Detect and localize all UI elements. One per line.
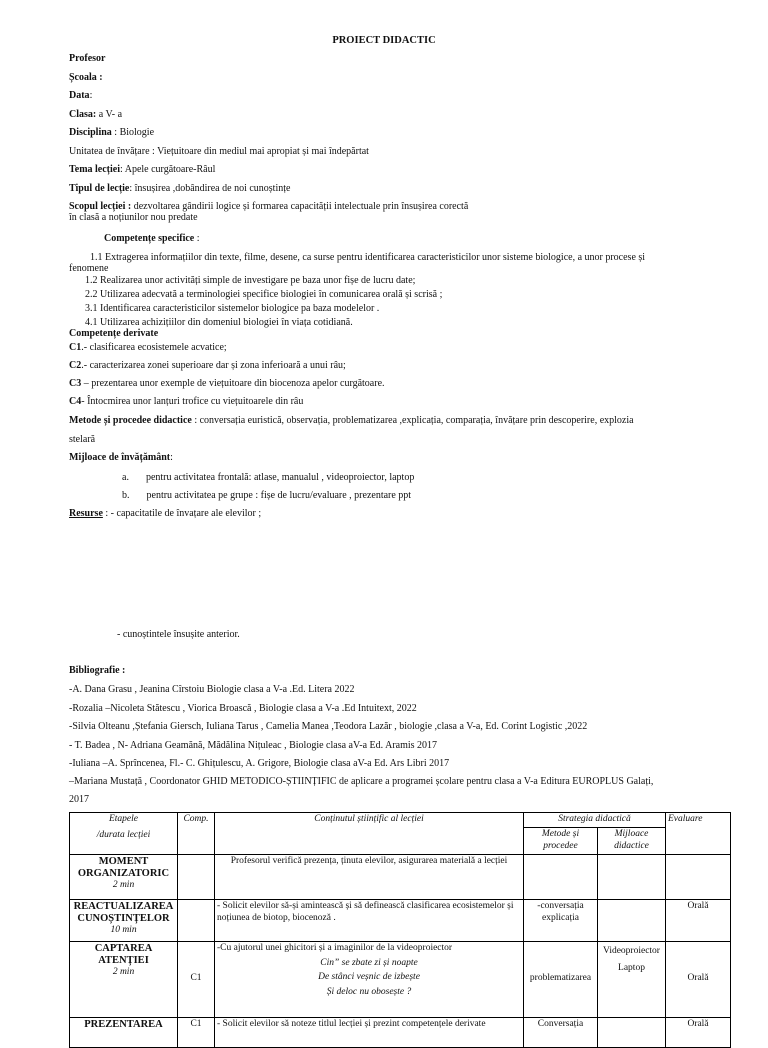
mijloace-heading [69,452,173,465]
competenta-specifica-4-1: 4.1 Utilizarea achizițiilor din domeniul biologiei în viața cotidiană. [85,317,353,328]
metode-text: : conversația euristică, observația, problematizarea ,explicația, comparația, învățare prin descoperire, explozia [191,415,634,426]
header-comp: Comp. [178,813,215,855]
comp-cell [178,854,215,899]
clasa-line [69,109,122,122]
stage-duration: 2 min [112,966,135,977]
competenta-derivata-c4 [69,396,303,409]
mijloace-marker-a: a. [122,472,129,483]
bibliografie-item: 2017 [69,794,89,805]
c1-code: C1 [69,342,82,353]
competenta-specifica-2-2: 2.2 Utilizarea adecvată a terminologiei specifice biologiei în comunicarea orală și scrisă ; [85,289,443,300]
bibliografie-item: –Mariana Mustață , Coordonator GHID METODICO-ȘTIINȚIFIC de aplicare a programei școlare pentru clasa a V-a Editura EUROPLUS Galați, [69,776,654,787]
competenta-specifica-1-2: 1.2 Realizarea unor activități simple de investigare pe baza unor fișe de lucru date; [85,275,416,286]
tipul-label: Tipul de lecție [69,183,130,194]
mijloace-item-a [122,472,414,485]
c3-code: C3 [69,378,82,389]
stage-name: CAPTAREA ATENȚIEI [94,942,153,966]
stage-cell [70,941,178,1017]
competente-specifice-title: Competențe specifice [104,233,195,244]
data-label: Data [69,90,90,101]
stage-name: MOMENT ORGANIZATORIC [77,855,170,879]
riddle-line: Cin” se zbate zi și noapte [320,957,418,968]
header-strategia: Strategia didactică [524,813,666,828]
tema-label: Tema lecției [69,164,121,175]
competenta-derivata-c1 [69,342,227,355]
competente-specifice-heading [104,233,200,246]
unitate-line: Unitatea de învățare : Viețuitoare din mediul mai apropiat și mai îndepărtat [69,146,369,157]
mijloace-cell: Videoproiector Laptop [598,941,666,1017]
stage-name: PREZENTAREA [84,1018,163,1030]
clasa-value: a V- a [96,109,123,120]
table-row [70,941,731,1017]
c1-text: .- clasificarea ecosistemele acvatice; [81,342,227,353]
competenta-specifica-1-1-cont: fenomene [69,263,109,274]
c4-code: C4 [69,396,82,407]
competente-specifice-colon: : [194,233,200,244]
header-etape-label: Etapele [108,814,138,824]
metode-label: Metode și procedee didactice [69,415,192,426]
disciplina-label: Disciplina [69,127,112,138]
resurse-label: Resurse [69,508,103,519]
content-cell [215,941,524,1017]
table-row [70,1017,731,1047]
header-etape [70,813,178,855]
table-row [70,854,731,899]
comp-cell: C1 [178,941,215,1017]
metode-line [69,415,634,428]
mijloace-text-a: pentru activitatea frontală: atlase, manualul , videoproiector, laptop [145,472,415,483]
comp-cell [178,899,215,941]
bibliografie-item: -A. Dana Grasu , Jeanina Cîrstoiu Biologie clasa a V-a .Ed. Litera 2022 [69,684,355,695]
bibliografie-item: -Iuliana –A. Sprîncenea, Fl.- C. Ghițulescu, A. Grigore, Biologie clasa aV-a Ed. Ars Libri 2017 [69,758,450,769]
mijloace-item-b [122,490,411,503]
mijloace-marker-b: b. [122,490,130,501]
stage-duration: 2 min [112,879,135,890]
disciplina-value: : Biologie [111,127,155,138]
mijloace-cell [598,1017,666,1047]
stage-cell [70,899,178,941]
data-line [69,90,92,103]
scopul-line-2: în clasă a noțiunilor nou predate [69,212,198,223]
riddle-line: Și deloc nu obosește ? [326,987,412,998]
header-metode: Metode și procedee [524,827,598,854]
bibliografie-heading: Bibliografie : [69,665,126,676]
disciplina-line [69,127,154,140]
stage-cell [70,854,178,899]
mijloace-cell [598,854,666,899]
mijloace-colon: : [170,452,173,463]
bibliografie-item: -Silvia Olteanu ,Ștefania Giersch, Iuliana Tarus , Camelia Manea ,Teodora Lazăr , biologie ,clasa a V-a, Ed. Corint Logistic ,2022 [69,721,588,732]
competenta-specifica-3-1: 3.1 Identificarea caracteristicilor sistemelor biologice pa baza modelelor . [85,303,380,314]
bibliografie-item: -Rozalia –Nicoleta Stătescu , Viorica Broască , Biologie clasa a V-a .Ed Intuitext, 2022 [69,703,417,714]
metode-line-2: stelară [69,434,96,445]
bibliografie-item: - T. Badea , N- Adriana Geamănă, Mădălina Nițuleac , Biologie clasa aV-a Ed. Aramis 2017 [69,740,438,751]
mijloace-cell [598,899,666,941]
evaluare-cell: Orală [666,899,731,941]
riddle-line: De stânci veșnic de izbește [318,972,420,983]
header-evaluare: Evaluare [666,813,731,855]
content-text: -Cu ajutorul unei ghicitori și a imaginilor de la videoproiector [217,942,453,953]
competenta-derivata-c3 [69,378,385,391]
stage-duration: 10 min [110,924,137,935]
resurse-line [69,508,261,521]
competenta-specifica-1-1: 1.1 Extragerea informațiilor din texte, filme, desene, ca surse pentru identificarea caracteristicilor unor sisteme biologice, a unor procese și [90,252,646,263]
tipul-line [69,183,290,196]
scopul-value: dezvoltarea gândirii logice și formarea capacității intelectuale prin însușirea corectă [131,201,469,212]
resurse-text: : - capacitatile de învațare ale elevilor ; [102,508,262,519]
tipul-value: : însușirea ,dobândirea de noi cunoștințe [129,183,291,194]
competenta-derivata-c2 [69,360,346,373]
metode-cell [524,854,598,899]
comp-cell: C1 [178,1017,215,1047]
metode-cell: problematizarea [524,941,598,1017]
table-header-row [70,813,731,828]
c3-text: – prezentarea unor exemple de viețuitoare din biocenoza apelor curgătoare. [81,378,385,389]
evaluare-cell: Orală [666,1017,731,1047]
stage-name: REACTUALIZAREA CUNOȘTINȚELOR [73,900,174,924]
scoala-label: Școala : [69,72,103,83]
c4-text: - Întocmirea unor lanțuri trofice cu viețuitoarele din râu [81,396,304,407]
content-cell: - Solicit elevilor să-și amintească și să definească clasificarea ecosistemelor și noțiunea de biotop, biocenoză . [215,899,524,941]
page-title: PROIECT DIDACTIC [332,35,436,46]
data-colon: : [89,90,93,101]
metode-cell: -conversația explicația [524,899,598,941]
evaluare-cell [666,854,731,899]
competente-derivate-heading: Competențe derivate [69,328,159,339]
lesson-plan-table [69,812,731,1048]
scopul-label: Scopul lecției : [69,201,132,212]
clasa-label: Clasa: [69,109,97,120]
evaluare-cell: Orală [666,941,731,1017]
header-continut: Conținutul științific al lecției [215,813,524,855]
header-durata-label: /durata lecției [96,829,151,840]
content-cell: Profesorul verifică prezența, ținuta elevilor, asigurarea materială a lecției [215,854,524,899]
tema-line [69,164,215,177]
mijloace-label: Mijloace de învățământ [69,452,171,463]
profesor-label: Profesor [69,53,106,64]
table-row [70,899,731,941]
resurse-line-2: - cunoștintele însușite anterior. [117,629,240,640]
stage-cell [70,1017,178,1047]
header-mijloace: Mijloace didactice [598,827,666,854]
metode-cell: Conversația [524,1017,598,1047]
tema-value: : Apele curgătoare-Râul [120,164,216,175]
mijloace-text-b: pentru activitatea pe grupe : fișe de lucru/evaluare , prezentare ppt [146,490,412,501]
content-cell: - Solicit elevilor să noteze titlul lecției și prezint competențele derivate [215,1017,524,1047]
c2-text: .- caracterizarea zonei superioare dar și zona inferioară a unui râu; [81,360,346,371]
c2-code: C2 [69,360,82,371]
